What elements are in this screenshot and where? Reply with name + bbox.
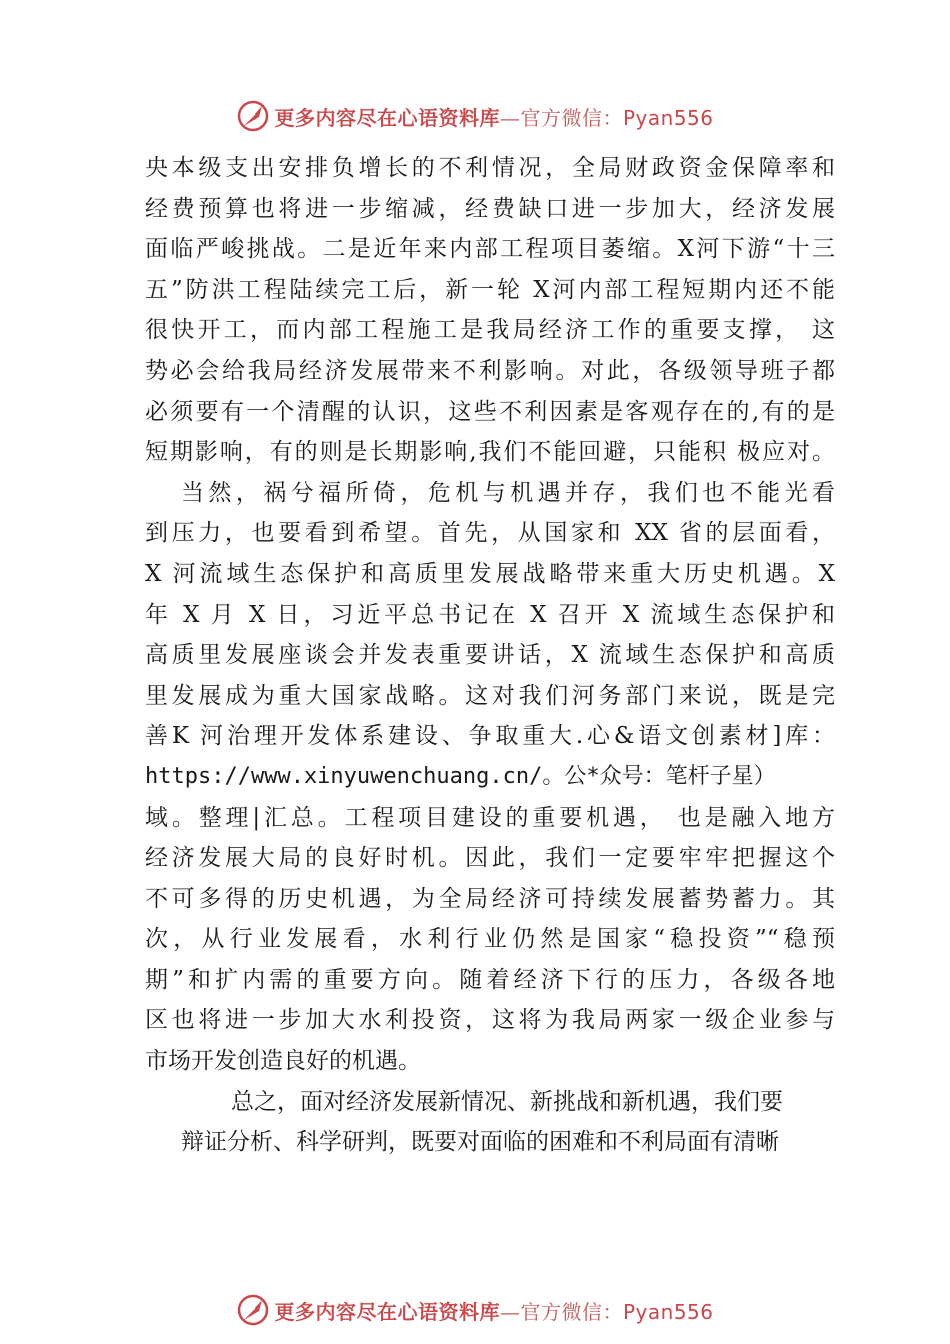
text-line: 五”防洪工程陆续完工后，新一轮 X河内部工程短期内还不能 bbox=[145, 276, 835, 303]
quill-logo-icon bbox=[236, 99, 270, 133]
text-line-url: https://www.xinyuwenchuang.cn/。公*众号：笔杆子星） bbox=[145, 763, 776, 789]
text-line: 次，从行业发展看，水利行业仍然是国家“稳投资”“稳预 bbox=[145, 926, 835, 953]
quill-logo-icon bbox=[236, 1293, 270, 1327]
text-line: 经费预算也将进一步缩减，经费缺口进一步加大，经济发展 bbox=[145, 195, 835, 222]
header-banner bbox=[0, 96, 950, 136]
text-line: 里发展成为重大国家战略。这对我们河务部门来说，既是完 bbox=[145, 682, 835, 709]
text-line: 年 X 月 X 日，习近平总书记在 X 召开 X 流域生态保护和 bbox=[145, 601, 835, 628]
text-line: 势必会给我局经济发展带来不利影响。对此，各级领导班子都 bbox=[145, 357, 835, 384]
document-body bbox=[145, 148, 835, 1163]
banner-wechat-label: —官方微信： bbox=[499, 105, 623, 130]
text-line: 高质里发展座谈会并发表重要讲话，X 流域生态保护和高质 bbox=[145, 642, 835, 669]
text-line: 善K 河治理开发体系建设、争取重大.心&语文创素材]库： bbox=[145, 723, 835, 750]
text-line: 当然，祸兮福所倚，危机与机遇并存，我们也不能光看 bbox=[181, 479, 835, 506]
text-line: 短期影响，有的则是长期影响,我们不能回避，只能积 极应对。 bbox=[145, 439, 835, 466]
text-line: 总之，面对经济发展新情况、新挑战和新机遇，我们要 bbox=[231, 1088, 783, 1115]
footer-banner bbox=[0, 1290, 950, 1330]
text-line: 辩证分析、科学研判，既要对面临的困难和不利局面有清晰 bbox=[181, 1129, 779, 1156]
banner-wechat-id: Pyan556 bbox=[622, 105, 714, 130]
text-line: 到压力，也要看到希望。首先，从国家和 XX 省的层面看， bbox=[145, 520, 835, 547]
text-line: 期”和扩内需的重要方向。随着经济下行的压力，各级各地 bbox=[145, 966, 835, 993]
text-line: 不可多得的历史机遇，为全局经济可持续发展蓄势蓄力。其 bbox=[145, 885, 835, 912]
banner-wechat-label: —官方微信： bbox=[499, 1299, 623, 1324]
text-line: 域。整理|汇总。工程项目建设的重要机遇， 也是融入地方 bbox=[145, 804, 835, 831]
text-line: 必须要有一个清醒的认识，这些不利因素是客观存在的,有的是 bbox=[145, 398, 835, 425]
banner-title: 更多内容尽在心语资料库 bbox=[274, 105, 500, 130]
text-line: 区也将进一步加大水利投资，这将为我局两家一级企业参与 bbox=[145, 1007, 835, 1034]
banner-title: 更多内容尽在心语资料库 bbox=[274, 1299, 500, 1324]
banner-wechat-id: Pyan556 bbox=[622, 1299, 714, 1324]
text-line: 央本级支出安排负增长的不利情况，全局财政资金保障率和 bbox=[145, 155, 835, 181]
text-line: 面临严峻挑战。二是近年来内部工程项目萎缩。X河下游“十三 bbox=[145, 236, 835, 263]
text-line: 经济发展大局的良好时机。因此，我们一定要牢牢把握这个 bbox=[145, 845, 835, 872]
text-line: 很快开工，而内部工程施工是我局经济工作的重要支撑， 这 bbox=[145, 317, 835, 344]
text-line: 市场开发创造良好的机遇。 bbox=[145, 1048, 421, 1075]
text-line: X 河流域生态保护和高质里发展战略带来重大历史机遇。X bbox=[145, 560, 835, 587]
